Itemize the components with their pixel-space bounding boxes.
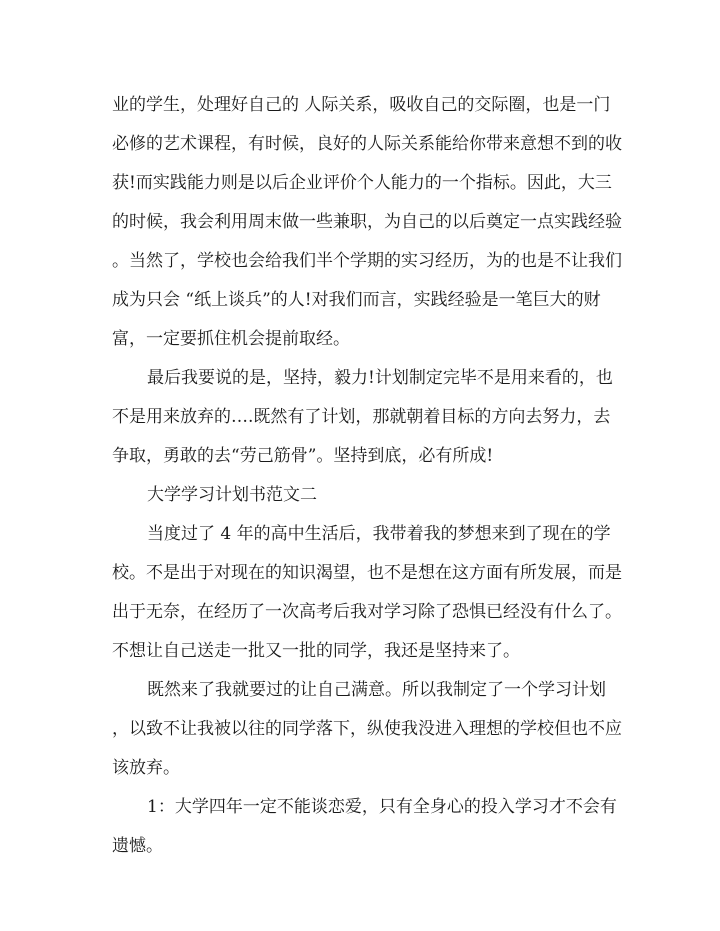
section-heading: 大学学习计划书范文二 [147,485,317,505]
paragraph-line: 该放弃。 [112,758,180,778]
paragraph-line: 不想让自己送走一批又一批的同学，我还是坚持来了。 [112,641,520,661]
paragraph-line: 必修的艺术课程，有时候，良好的人际关系能给你带来意想不到的收 [112,134,622,154]
paragraph-line: ，以致不让我被以往的同学落下，纵使我没进入理想的学校但也不应 [112,719,622,739]
list-item-line: 遗憾。 [112,836,163,856]
paragraph-line: 当度过了 4 年的高中生活后，我带着我的梦想来到了现在的学 [147,524,611,544]
paragraph-line: 富，一定要抓住机会提前取经。 [112,329,350,349]
paragraph-line: 最后我要说的是，坚持，毅力!计划制定完毕不是用来看的，也 [147,368,613,388]
paragraph-line: 的时候，我会利用周末做一些兼职，为自己的以后奠定一点实践经验 [112,212,622,232]
paragraph-line: 不是用来放弃的….既然有了计划，那就朝着目标的方向去努力，去 [112,407,611,427]
paragraph-line: 校。不是出于对现在的知识渴望，也不是想在这方面有所发展，而是 [112,563,622,583]
paragraph-line: 。当然了，学校也会给我们半个学期的实习经历，为的也是不让我们 [112,251,622,271]
paragraph-line: 业的学生，处理好自己的 人际关系，吸收自己的交际圈，也是一门 [112,95,611,115]
paragraph-line: 获!而实践能力则是以后企业评价个人能力的一个指标。因此，大三 [112,173,612,193]
paragraph-line: 出于无奈，在经历了一次高考后我对学习除了恐惧已经没有什么了。 [112,602,622,622]
paragraph-line: 争取，勇敢的去“劳己筋骨”。坚持到底，必有所成! [112,446,494,466]
list-item-line: 1：大学四年一定不能谈恋爱，只有全身心的投入学习才不会有 [147,797,617,817]
paragraph-line: 成为只会 “纸上谈兵”的人!对我们而言，实践经验是一笔巨大的财 [112,290,601,310]
document-body [112,86,622,866]
paragraph-line: 既然来了我就要过的让自己满意。所以我制定了一个学习计划 [147,680,606,700]
